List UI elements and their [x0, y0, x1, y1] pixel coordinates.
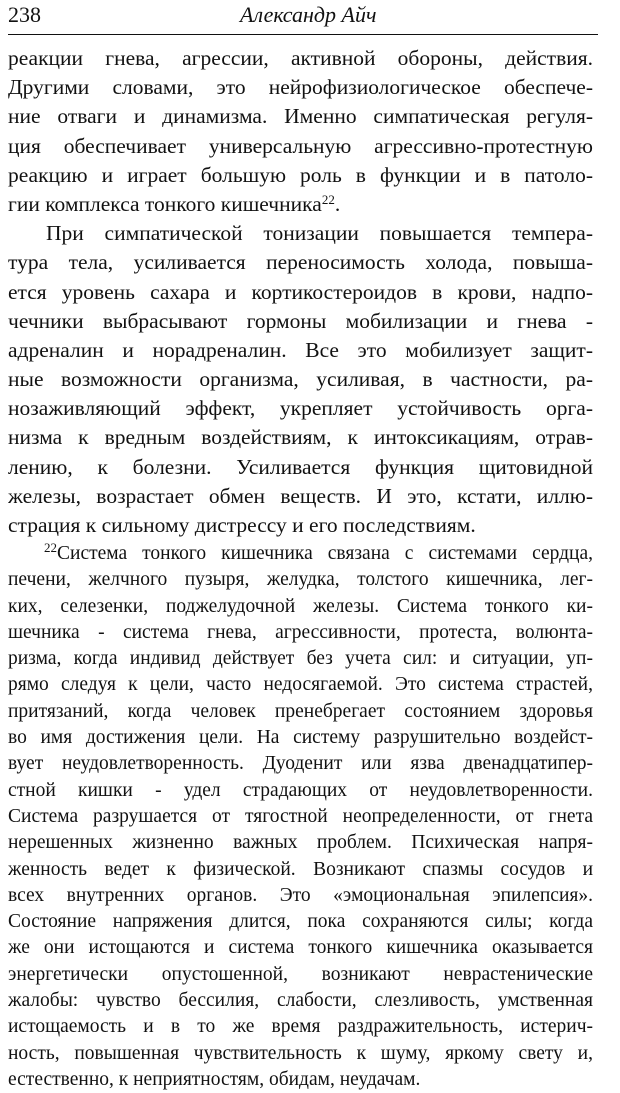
paragraph-1	[8, 44, 593, 219]
footnote-line: нерешенных жизненно важных проблем. Психическая напря-	[8, 832, 593, 854]
footnote-line: всех внутренних органов. Это «эмоциональная эпилепсия».	[8, 884, 593, 906]
footnote-line: печени, желчного пузыря, желудка, толстого кишечника, лег-	[8, 569, 593, 591]
footnote-line: женность ведет к физической. Возникают спазмы сосудов и	[8, 858, 593, 880]
running-title: Александр Айч	[240, 2, 377, 27]
footnote-line	[8, 541, 593, 567]
text-line	[8, 190, 593, 219]
text-line: чечники выбрасывают гормоны мобилизации и гнева -	[8, 308, 593, 333]
footnote-line: ризма, когда индивид действует без учета сил: и ситуации, уп-	[8, 648, 593, 670]
footnote-line: Состояние напряжения длится, пока сохраняются силы; когда	[8, 911, 593, 933]
page-number: 238	[8, 2, 41, 27]
text-line: адреналин и норадреналин. Все это мобилизует защит-	[8, 337, 593, 362]
footnote-line: ность, повышенная чувствительность к шуму, яркому свету и,	[8, 1042, 593, 1064]
text-line: реакции гнева, агрессии, активной обороны, действия.	[8, 46, 593, 70]
footnote-line: стной кишки - удел страдающих от неудовлетворенности.	[8, 779, 593, 801]
footnote-line: шечника - система гнева, агрессивности, протеста, волюнта-	[8, 621, 593, 643]
text-line: низма к вредным воздействиям, к интоксикациям, отрав-	[8, 425, 593, 450]
footnote-line-content: Система тонкого кишечника связана с системами сердца,	[57, 543, 593, 564]
footnote-line: рямо следуя к цели, часто недосягаемой. Это система страстей,	[8, 674, 593, 696]
text-line: железы, возрастает обмен веществ. И это, кстати, иллю-	[8, 483, 593, 508]
text-line: Другими словами, это нейрофизиологическое обеспече-	[8, 75, 593, 100]
text-line: При симпатической тонизации повышается темпера-	[46, 221, 593, 246]
text-line: лению, к болезни. Усиливается функция щитовидной	[8, 454, 593, 479]
text-line: ные возможности организма, усиливая, в частности, ра-	[8, 367, 593, 392]
text-line: ние отваги и динамизма. Именно симпатическая регуля-	[8, 104, 593, 129]
footnote-marker: 22	[44, 541, 57, 555]
text-line-content: гии комплекса тонкого кишечника	[8, 191, 322, 216]
footnote-line: энергетически опустошенной, возникают неврастенические	[8, 963, 593, 985]
footnote-line: же они истощаются и система тонкого кишечника оказывается	[8, 937, 593, 959]
footnote-reference: 22	[321, 191, 335, 207]
text-line: реакцию и играет большую роль в функции и в патоло-	[8, 162, 593, 187]
main-text	[8, 44, 593, 540]
footnote-line: Система разрушается от тягостной неопределенности, от гнета	[8, 805, 593, 827]
text-line: тура тела, усиливается переносимость холода, повыша-	[8, 250, 593, 275]
text-line: нозаживляющий эффект, укрепляет устойчивость орга-	[8, 396, 593, 421]
text-line: страция к сильному дистрессу и его последствиям.	[8, 513, 476, 537]
text-line: ется уровень сахара и кортикостероидов в крови, надпо-	[8, 279, 593, 304]
footnote	[8, 541, 593, 1093]
paragraph-2	[8, 219, 593, 540]
footnote-line: истощаемость и в то же время раздражительность, истерич-	[8, 1016, 593, 1038]
text-line: ция обеспечивает универсальную агрессивно-протестную	[8, 133, 593, 158]
footnote-line: естественно, к неприятностям, обидам, неудачам.	[8, 1068, 421, 1090]
footnote-line: во имя достижения цели. На систему разрушительно воздейст-	[8, 727, 593, 749]
footnote-line: ких, селезенки, поджелудочной железы. Система тонкого ки-	[8, 595, 593, 617]
page-header	[8, 0, 598, 35]
footnote-line: притязаний, когда человек пренебрегает состоянием здоровья	[8, 700, 593, 722]
footnote-line: вует неудовлетворенность. Дуоденит или язва двенадцатипер-	[8, 753, 593, 775]
footnote-line: жалобы: чувство бессилия, слабости, слезливость, умственная	[8, 990, 593, 1012]
end-punctuation: .	[334, 191, 341, 216]
